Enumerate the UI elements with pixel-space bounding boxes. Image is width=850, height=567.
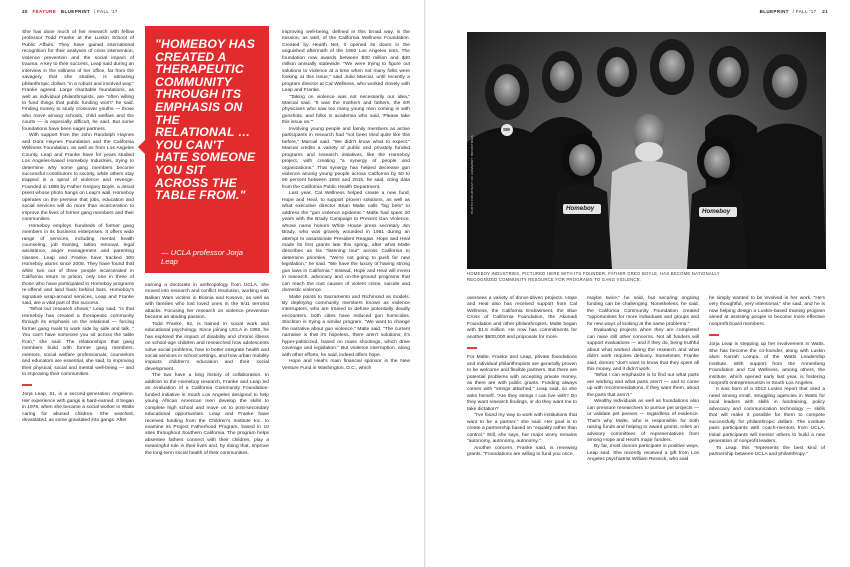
paragraph: Homeboy employs hundreds of former gang members in its business enterprises. It offers wide range of services, including mental health counseling, job training, tattoo removal, legal assistance, anger management and parenting classes. Leap and Franke have tracked 300 Homeboy alums since 2008. They have found that while two out of three people incarcerated in California return to prison, only one in three of those who have participated in Homeboy programs re-offend and land back behind bars. Homeboy's signature wrap-around services, Leap and Franke said, are a vital part of this success.: [22, 223, 134, 307]
issue-label: FALL '17: [795, 9, 817, 14]
magazine-name: BLUEPRINT: [759, 9, 789, 14]
paragraph: For Malte, Franke and Leap, private foundations and individual philanthropists are generally proven to be welcome and flexible partners. But there are potential problems with accepting private money, as there are with public grants. Funding always comes with "strings attached," Leap said, so she asks herself, "Are they strings I can live with? Do they want research findings, or do they want me to take dictation?: [467, 355, 577, 412]
section-divider: [22, 384, 32, 386]
shirt-logo-text: Homeboy: [566, 205, 595, 212]
paragraph: "I've found my way to work with institutions that want to be a partner," she said. Her goal is to create a partnership based on "equality rather than control." Still, she says, her major worry remains "autonomy, autonomy, autonomy.": [467, 413, 577, 445]
pull-quote-box: [145, 26, 269, 273]
running-head-left: 20 FEATURE BLUEPRINT / FALL '17: [22, 9, 118, 14]
paragraph: Evaluating projects when they are completed can raise still other concerns. Not all funders will support evaluations — and if they do, being truthful about what worked during the research and what didn't work requires delicacy. Sometimes, Franke said, donors "don't want to know that they spent all this money, and it didn't work.: [587, 328, 699, 372]
article-column-3: [282, 30, 410, 372]
paragraph: "What our research shows," Leap said, "is that Homeboy has created a therapeutic community through its emphasis on the relational — forcing former gang rivals to work side by side and talk. " You can't have someone you sit across the table from," she said. The relationships that gang members build with former gang members, mentors, social welfare professionals, counselors and educators are essential, she said, to improving their physical, social and mental well-being — and to improving their communities.: [22, 307, 134, 378]
paragraph: It was born of a 2013 Luskin report that cited a need among small, struggling agencies in Watts for local leaders with skills in fundraising, policy advocacy and communication technology — skills that will make it possible for them to compete successfully for philanthropic dollars. The institute pairs participants with coach-mentors from UCLA. Initial participants will mentor others to build a new generation of nonprofit leaders.: [709, 387, 825, 445]
paragraph: Jorja Leap, 61, is a second-generation Angeleno. Her experience with gangs is hard-earned. It began in 1979, when she became a social worker in Watts caring for abused children. She watched, devastated, as some gravitated into gangs. After: [22, 392, 134, 424]
paragraph: Todd Franke, 62, is trained in social work and educational psychology. Since joining UCLA in 1992, he has explored the impact of disability and chronic illness on school-age children and researched how adolescents solve social problems, how to better integrate health and social services in school settings, and how urban mobility impacts children's education and their social development.: [145, 321, 269, 372]
photo-credit: PHOTO COURTESY OF HOMEBOY INDUSTRIES: [470, 135, 474, 214]
issue-label: FALL '17: [97, 9, 118, 14]
paragraph: Malte points to Sacramento and Richmond as models. By deploying community members known as violence interrupters, who are trained to defuse potentially deadly encounters, both cities have reduced gun homicides. Stockton is trying a similar program. "We want to change the narrative about gun violence," Malte said. "The current narrative is that it's hopeless, there aren't solutions; it's hyper-politicized, based on mass shootings, which drive coverage and legislation." But violence interruption, along with other efforts, he said, indeed offers hope.: [282, 294, 410, 358]
paragraph: Another concern, Franke said, is renewing grants. "Foundations are willing to fund you once,: [467, 445, 577, 457]
page-number: 20: [22, 9, 28, 14]
paragraph: Involving young people and family members as active participants in research had "not been tried quite like this before," Marcial said. "We didn't know what to expect." Marcial credits a variety of public and privately funded programs and research initiatives, like the Homeboy project, with creating "a synergy of people and organizations." That synergy has helped decrease gun violence among young people across California by 50 to 60 percent between 1992 and 2015, he said, citing data from the California Public Health Department.: [282, 126, 410, 190]
paragraph: Last year, Cal Wellness helped create a new fund, Hope and Heal, to support proven solutions, as well as what executive director Brian Malte calls "big bets" to address the "gun violence epidemic." Malte had spent 20 years with the Brady Campaign to Prevent Gun Violence, whose name honors White House press secretary Jim Brady, who was gravely wounded in 1981 during an attempt to assassinate President Reagan. Hope and Heal made its first grants late this spring, after what Malte describes as his "listening tour" across California to determine priorities. "We're not going to push for new legislation," he said. "We have the luxury of having strong gun laws in California." Instead, Hope and Heal will invest in research, advocacy and on-the-ground programs that can reach the root causes of violent crime, suicide and domestic violence.: [282, 191, 410, 294]
paragraph: earning a doctorate in anthropology from UCLA, she moved into research and conflict resolution, working with Balkan Wars victims in Bosnia and Kosovo, as well as with families who lost loved ones in the 9/11 terrorist attacks. Focusing her research on violence prevention became an abiding passion.: [145, 283, 269, 321]
right-column-1: [467, 296, 577, 458]
paragraph: She has done much of her research with fellow professor Todd Franke at the Luskin School of Public Affairs. They have gained international recognition for their analyses of crisis intervention, violence prevention and the social impact of trauma. A key to their success, Leap said during an interview in the stillness of her office, far from the savagery that she studies, is attracting philanthropic dollars "in a robust and involved way." Franke agreed. Large charitable foundations, as well as individual philanthropists, are "often willing to fund things that public funding won't" he said. Finding money to study crossover youths — those who move among schools, child welfare and the courts — is especially difficult, he said. But some foundations have been eager partners.: [22, 30, 134, 132]
paragraph: improving well-being, defined in this broad way, is the mission, as well, of the California Wellness Foundation. Created by Health Net, it opened its doors in the anguished aftermath of the 1992 Los Angeles riots. The foundation now awards between $30 million and $40 million annually statewide. "We were trying to figure out solutions to violence at a time when not many folks were looking at this issue," said Julio Marcial, until recently a program director at Cal Wellness, who worked closely with Leap and Franke.: [282, 30, 410, 94]
paragraph: With support from the John Randolph Haynes and Dora Haynes Foundation and the California Wellness Foundation, as well as from Los Angeles County, Leap and Franke have for years studied Los Angeles-based Homeboy Industries, trying to determine why some gang members become successful contributors to society, while others stay trapped in a spiral of violence and revenge. Founded in 1988 by Father Gregory Boyle, a Jesuit priest whose photo hangs on Leap's wall, Homeboy operates on the premise that jobs, education and social services will do more than incarceration to improve the lives of former gang members and their communities.: [22, 133, 134, 223]
running-head-right: BLUEPRINT / FALL '17 21: [759, 9, 828, 14]
paragraph: "What I can emphasize is to find out what parts are working and what parts aren't — and to come up with recommendations, if they want them, about the parts that aren't.": [587, 373, 699, 398]
paragraph: oversees a variety of donor-driven projects. Hope and Heal also has received support from Cal Wellness, the California Endowment, the Blue Cross of California Foundation, the Akonadi Foundation and other philanthropies. Malte began with $1.5 million. He now has commitments for another $600,000 and proposals for more.: [467, 296, 577, 340]
paragraph: maybe twice," he said, but securing ongoing funding can be challenging. Nonetheless, he said, the California Community Foundation created "opportunities for more individuals and groups and for new ways of looking at the same problems.": [587, 296, 699, 327]
article-column-2: [145, 283, 269, 457]
cap-logo-text: SM: [503, 127, 510, 132]
right-column-2: [587, 296, 699, 464]
group-photo: [467, 32, 826, 269]
magazine-name: BLUEPRINT: [60, 9, 91, 14]
paragraph: To Leap, this "represents the best kind of partnership between UCLA and philanthropy.": [709, 445, 825, 457]
photo-caption: HOMEBOY INDUSTRIES, PICTURED HERE WITH ITS FOUNDER, FATHER GREG BOYLE, HAS BECOME NATIONALLY RECOGNIZED COMMUNITY RESOURCE FOR PROGRAMS TO GANG VIOLENCE.: [467, 271, 720, 282]
paragraph: Jorja Leap is stepping up her involvement in Watts. She has become the co-founder, along with Luskin alum Karrah Lompa, of the Watts Leadership Institute. With support from the Annenberg Foundation and Cal Wellness, among others, the institute, which opened early last year, is fostering nonprofit entrepreneurism in South Los Angeles.: [709, 342, 825, 386]
paragraph: he simply wanted to be involved in her work. "He's very thoughtful, very intentional," she said, and he is now helping design a Luskin-based training program aimed at assisting people to become more effective nonprofit board members.: [709, 296, 825, 327]
paragraph: By far, most donors participate in positive ways, Leap said. She recently received a gift from Los Angeles psychiatrist William Resnick, who said: [587, 444, 699, 463]
section-divider: [467, 347, 477, 349]
paragraph: "Taking on violence was not necessarily our idea," Marcial said. "It was the mothers and fathers, the ER physicians who saw too many young men coming in with gunshots, and folks in academia who said, 'Please take this issue on.'": [282, 94, 410, 126]
pull-quote-text: "HOMEBOY HAS CREATED A THERAPEUTIC COMMUNITY THROUGH ITS EMPHASIS ON THE RELATIONAL … YOU CAN'T HATE SOMEONE YOU SIT ACROSS THE TABLE FROM.": [155, 37, 256, 203]
paragraph: Hope and Heal's main financial sponsor is the New Venture Fund in Washington, D.C., which: [282, 359, 410, 371]
section-divider: [709, 334, 719, 336]
section-label: FEATURE: [32, 9, 57, 14]
paragraph: Wealthy individuals as well as foundations also can pressure researchers to pursue pet projects — or validate pet peeves — regardless of evidence. That's why Malte, who is responsible for both raising funds and helping to award grants, relies on advisory committees of representatives from among Hope and Heal's major funders.: [587, 399, 699, 443]
paragraph: The two have a long history of collaboration. In addition to the Homeboy research, Franke and Leap led an evaluation of a California Community Foundation-funded initiative in South Los Angeles designed to help young African American men develop the skills to complete high school and move on to post-secondary educational opportunities. Leap and Franke have received funding from the Children's Institute Inc. to examine its Project Fatherhood Program, based in 10 sites throughout Southern California. The program helps absentee fathers connect with their children, play a meaningful role in their lives and, by doing that, improve the long-term social health of their communities.: [145, 373, 269, 456]
article-column-1: [22, 30, 134, 425]
right-column-3: [709, 296, 825, 458]
shirt-logo-text: Homeboy: [702, 208, 731, 215]
pull-quote-pointer: [138, 140, 145, 154]
group-photo-illustration: [467, 32, 826, 269]
pull-quote-attribution: — UCLA professor Jorja Leap: [161, 248, 244, 266]
page-number: 21: [822, 9, 828, 14]
